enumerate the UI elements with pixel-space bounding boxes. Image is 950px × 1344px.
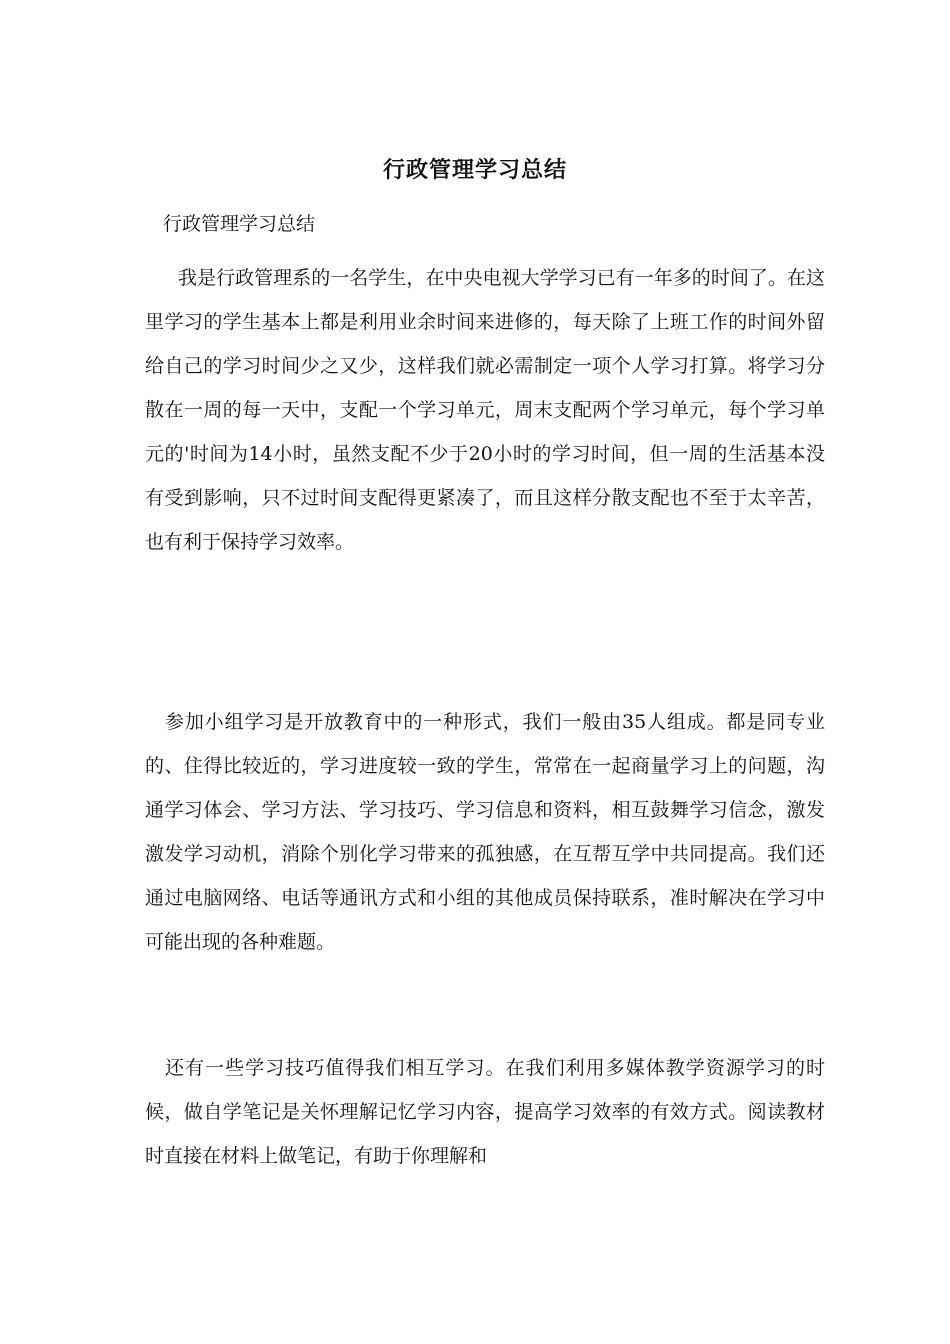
- document-subtitle: 行政管理学习总结: [163, 213, 316, 235]
- paragraph-2: 参加小组学习是开放教育中的一种形式，我们一般由35人组成。都是同专业的、住得比较近的，学习进度较一致的学生，常常在一起商量学习上的问题，沟通学习体会、学习方法、学习技巧、学习信息和资料，相互鼓舞学习信念，激发激发学习动机，消除个别化学习带来的孤独感，在互帮互学中共同提高。我们还通过电脑网络、电话等通讯方式和小组的其他成员保持联系，准时解决在学习中可能出现的各种难题。: [145, 711, 825, 953]
- paragraph-1: 我是行政管理系的一名学生，在中央电视大学学习已有一年多的时间了。在这里学习的学生基本上都是利用业余时间来进修的，每天除了上班工作的时间外留给自己的学习时间少之又少，这样我们就必需制定一项个人学习打算。将学习分散在一周的每一天中，支配一个学习单元，周末支配两个学习单元，每个学习单元的'时间为14小时，虽然支配不少于20小时的学习时间，但一周的生活基本没有受到影响，只不过时间支配得更紧凑了，而且这样分散支配也不至于太辛苦，也有利于保持学习效率。: [145, 267, 825, 553]
- document-title: 行政管理学习总结: [382, 157, 567, 183]
- paragraph-3: 还有一些学习技巧值得我们相互学习。在我们利用多媒体教学资源学习的时候，做自学笔记是关怀理解记忆学习内容，提高学习效率的有效方式。阅读教材时直接在材料上做笔记，有助于你理解和: [145, 1057, 825, 1167]
